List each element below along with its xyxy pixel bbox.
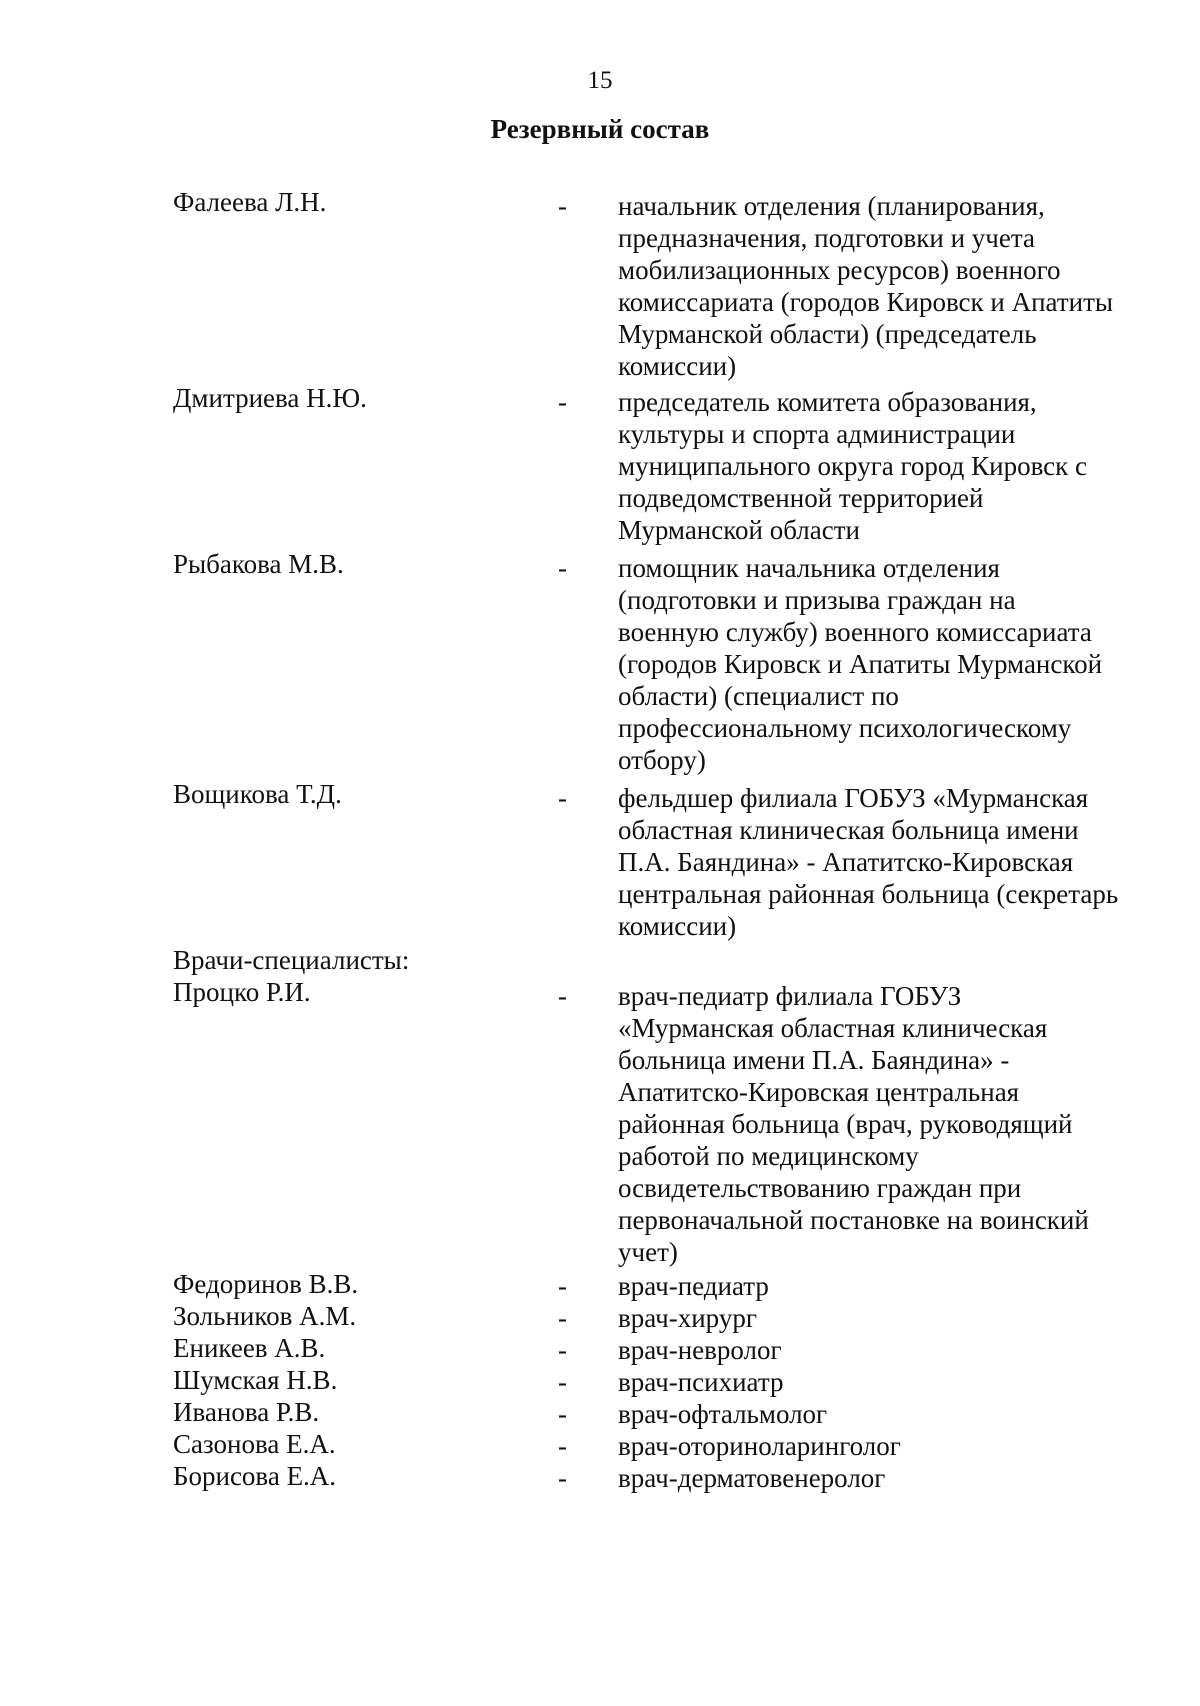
member-role-line: мобилизационных ресурсов) военного: [618, 255, 1061, 285]
specialist-name: Сазонова Е.А.: [173, 1429, 336, 1459]
separator-dash: -: [558, 191, 567, 221]
specialist-name: Зольников А.М.: [173, 1301, 357, 1331]
specialist-name: Шумская Н.В.: [173, 1365, 338, 1395]
specialist-name: Федоринов В.В.: [173, 1269, 359, 1299]
specialist-name: Еникеев А.В.: [173, 1333, 326, 1363]
member-name: Вощикова Т.Д.: [173, 779, 342, 809]
specialist-name: Иванова Р.В.: [173, 1397, 320, 1427]
member-role-line: области) (специалист по: [618, 681, 899, 711]
specialist-role-line: врач-оториноларинголог: [618, 1431, 901, 1461]
member-role-line: военную службу) военного комиссариата: [618, 617, 1092, 647]
specialist-role-line: врач-офтальмолог: [618, 1399, 828, 1429]
member-role-line: комиссии): [618, 911, 737, 941]
separator-dash: -: [558, 1399, 567, 1429]
specialist-role-line: врач-педиатр: [618, 1271, 769, 1301]
specialist-role-line: врач-педиатр филиала ГОБУЗ: [618, 981, 962, 1011]
member-role-line: центральная районная больница (секретарь: [618, 879, 1119, 909]
page-number: 15: [587, 67, 613, 94]
specialist-role-line: первоначальной постановке на воинский: [618, 1205, 1089, 1235]
member-role-line: предназначения, подготовки и учета: [618, 223, 1035, 253]
member-name: Рыбакова М.В.: [173, 549, 344, 579]
member-role-line: муниципального округа город Кировск с: [618, 451, 1088, 481]
specialist-role-line: врач-хирург: [618, 1303, 757, 1333]
member-role-line: (городов Кировск и Апатиты Мурманской: [618, 649, 1103, 679]
separator-dash: -: [558, 981, 567, 1011]
member-name: Фалеева Л.Н.: [173, 187, 327, 217]
specialist-role-line: работой по медицинскому: [618, 1141, 919, 1171]
specialist-role-line: Апатитско-Кировская центральная: [618, 1077, 1020, 1107]
specialist-role-line: освидетельствованию граждан при: [618, 1173, 1022, 1203]
member-role-line: подведомственной территорией: [618, 483, 984, 513]
member-role-line: председатель комитета образования,: [618, 387, 1037, 417]
specialist-name: Борисова Е.А.: [173, 1461, 337, 1491]
specialist-role-line: врач-психиатр: [618, 1367, 784, 1397]
member-role-line: отбору): [618, 745, 706, 775]
specialist-role-line: «Мурманская областная клиническая: [618, 1013, 1048, 1043]
specialists-label: Врачи-специалисты:: [173, 945, 410, 975]
separator-dash: -: [558, 1367, 567, 1397]
separator-dash: -: [558, 1271, 567, 1301]
member-role-line: фельдшер филиала ГОБУЗ «Мурманская: [618, 783, 1089, 813]
member-role-line: культуры и спорта администрации: [618, 419, 1016, 449]
separator-dash: -: [558, 1431, 567, 1461]
member-role-line: областная клиническая больница имени: [618, 815, 1079, 845]
separator-dash: -: [558, 1335, 567, 1365]
separator-dash: -: [558, 1303, 567, 1333]
separator-dash: -: [558, 783, 567, 813]
separator-dash: -: [558, 553, 567, 583]
member-role-line: Мурманской области) (председатель: [618, 319, 1037, 349]
member-role-line: профессиональному психологическому: [618, 713, 1072, 743]
member-role-line: комиссариата (городов Кировск и Апатиты: [618, 287, 1114, 317]
specialist-role-line: учет): [618, 1237, 678, 1267]
member-role-line: помощник начальника отделения: [618, 553, 1000, 583]
specialist-role-line: больница имени П.А. Баяндина» -: [618, 1045, 1010, 1075]
separator-dash: -: [558, 1463, 567, 1493]
member-role-line: (подготовки и призыва граждан на: [618, 585, 1016, 615]
separator-dash: -: [558, 387, 567, 417]
specialist-name: Процко Р.И.: [173, 977, 311, 1007]
member-role-line: П.А. Баяндина» - Апатитско-Кировская: [618, 847, 1074, 877]
member-role-line: начальник отделения (планирования,: [618, 191, 1045, 221]
member-role-line: Мурманской области: [618, 515, 860, 545]
specialist-role-line: врач-дерматовенеролог: [618, 1463, 886, 1493]
specialist-role-line: районная больница (врач, руководящий: [618, 1109, 1073, 1139]
member-role-line: комиссии): [618, 351, 737, 381]
member-name: Дмитриева Н.Ю.: [173, 383, 367, 413]
section-heading: Резервный состав: [490, 114, 710, 144]
specialist-role-line: врач-невролог: [618, 1335, 782, 1365]
